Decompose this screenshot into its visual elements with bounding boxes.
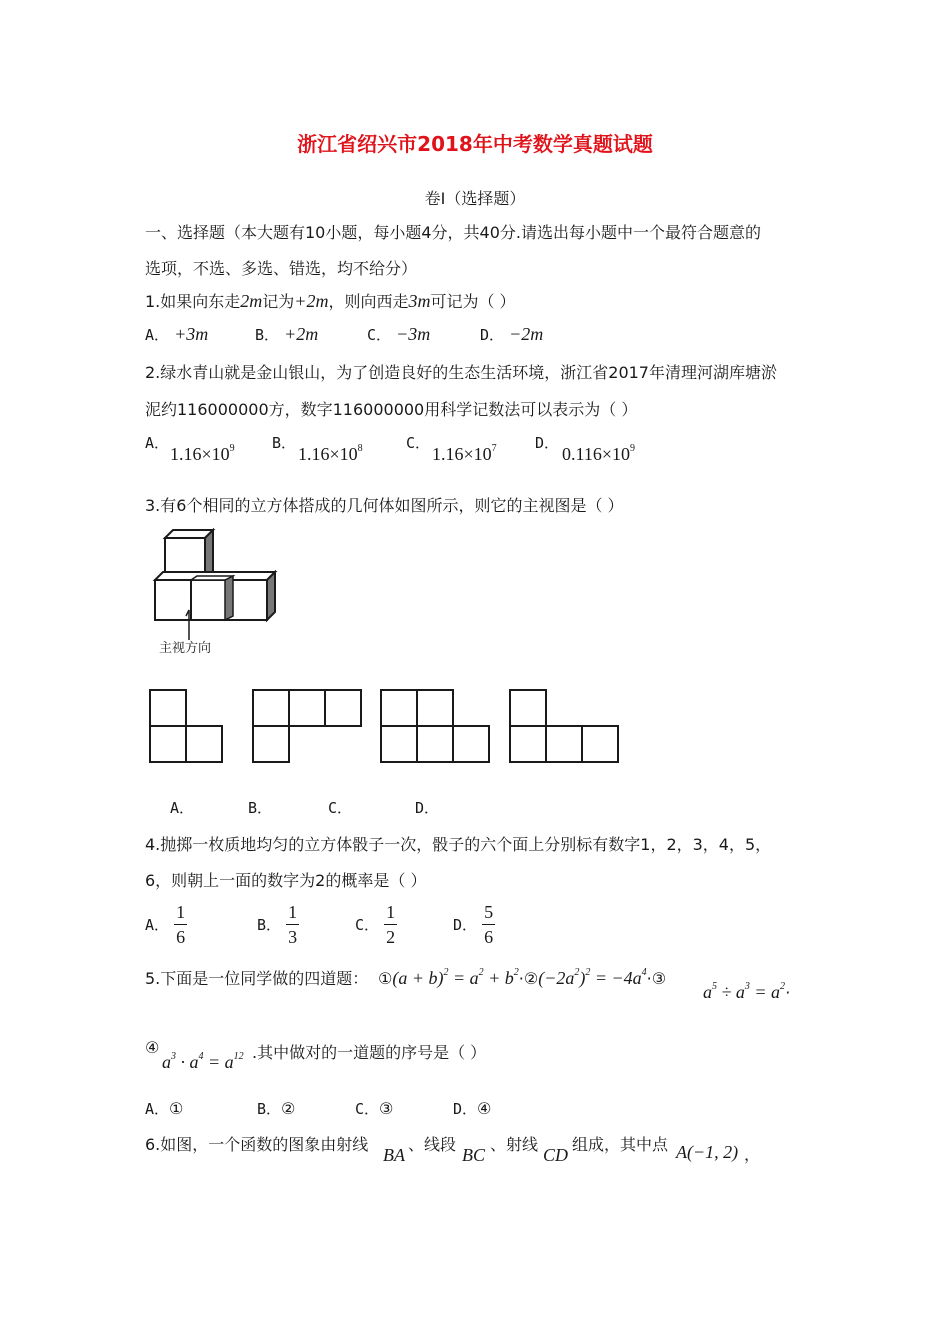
q6-segment-bc: BC: [462, 1145, 486, 1165]
view-direction-arrow: [186, 610, 189, 640]
q5-option-c[interactable]: C．③: [355, 1099, 394, 1118]
q2-option-c-value: $1.16\times 10^7$: [432, 443, 497, 464]
q3-option-b-label[interactable]: B．: [248, 799, 273, 817]
cube-front-2: [191, 580, 227, 620]
q1-math-1: 2m: [240, 291, 263, 311]
q3-option-c-figure[interactable]: [381, 690, 489, 762]
q5-option-d[interactable]: D．④: [453, 1099, 492, 1118]
q3-text: 3.有6个相同的立方体搭成的几何体如图所示，则它的主视图是（ ）: [145, 496, 624, 515]
q4-option-d-fraction: $\frac{5}{6}$: [484, 902, 494, 947]
page-title: 浙江省绍兴市2018年中考数学真题试题: [297, 132, 653, 156]
q1-mid-1: 记为: [262, 292, 295, 311]
q5-line2-text: .其中做对的一道题的序号是（ ）: [252, 1043, 487, 1062]
q6-ray-ba: BA: [383, 1145, 405, 1165]
q4-option-b[interactable]: B． $\frac{1}{3}$: [257, 902, 298, 947]
q6-sep-3: 组成，其中点: [572, 1135, 669, 1154]
q1-option-b[interactable]: B． +2m: [255, 324, 319, 344]
q5-option-b[interactable]: B．②: [257, 1099, 296, 1118]
q3-option-a-label[interactable]: A．: [170, 799, 195, 817]
q3-option-d-figure[interactable]: [510, 690, 618, 762]
q5-expr-3: $a^5 \div a^3 = a^2\cdot$: [703, 981, 791, 1002]
q6-pre: 6.如图，一个函数的图象由射线: [145, 1135, 369, 1154]
cube-row-side-face: [267, 572, 275, 620]
q5-expr-1: $(a + b)^2 = a^2 + b^2$: [392, 967, 519, 988]
q1-option-a[interactable]: A． +3m: [145, 324, 209, 344]
q1-option-c[interactable]: C． −3m: [367, 324, 431, 344]
q2-option-d-value: $0.116\times 10^9$: [562, 443, 635, 464]
q2-option-b[interactable]: B．: [272, 434, 297, 452]
q3-option-b-figure[interactable]: [253, 690, 361, 762]
part1-line1: 一、选择题（本大题有10小题，每小题4分，共40分.请选出每小题中一个最符合题意的: [145, 223, 761, 242]
q6-sep-2: 、射线: [490, 1135, 539, 1154]
q5-option-a[interactable]: A．①: [145, 1099, 184, 1118]
q4-option-c-fraction: $\frac{1}{2}$: [386, 902, 396, 947]
cube-front-1: [155, 580, 191, 620]
q2-option-d[interactable]: D．: [535, 434, 560, 452]
q1-math-3: 3m: [408, 291, 431, 311]
q5-expr-4: $a^3 \cdot a^4 = a^{12}$: [162, 1051, 244, 1072]
q2-option-a-value: $1.16\times 10^9$: [170, 443, 235, 464]
q1-option-d[interactable]: D． −2m: [480, 324, 544, 344]
q4-option-b-fraction: $\frac{1}{3}$: [288, 902, 298, 947]
q1-pre: 1.如果向东走: [145, 292, 241, 311]
q6-point-a: A(−1, 2): [676, 1142, 739, 1162]
q3-options-figures: [145, 685, 625, 765]
q4-option-a[interactable]: A． $\frac{1}{6}$: [145, 902, 186, 947]
q3-option-a-figure[interactable]: [150, 690, 222, 762]
part1-line2: 选项，不选、多选、错选，均不给分）: [145, 259, 418, 278]
q2-line2: 泥约116000000方，数字116000000用科学记数法可以表示为（ ）: [145, 400, 638, 419]
q5-expressions-line1: ①(a + $b)^2 = a^2$ + $b^2\cdot ②(-2a^2)^2$ = $-4a^4\cdot ③$: [378, 967, 667, 988]
q3-option-d-label[interactable]: D．: [415, 799, 440, 817]
q4-option-a-fraction: $\frac{1}{6}$: [176, 902, 186, 947]
q1-mid-2: ，则向西走: [328, 292, 409, 311]
q4-line2: 6，则朝上一面的数字为2的概率是（ ）: [145, 871, 427, 890]
q6-ray-cd: CD: [543, 1145, 569, 1165]
question-1: [145, 289, 516, 312]
q2-line1: 2.绿水青山就是金山银山，为了创造良好的生态生活环境，浙江省2017年清理河湖库塘淤: [145, 363, 777, 382]
q6-end: ，: [744, 1145, 761, 1164]
q2-option-a[interactable]: A．: [145, 434, 170, 452]
q1-post: 可记为（ ）: [430, 292, 516, 311]
section-heading: 卷Ⅰ（选择题）: [424, 189, 526, 208]
q5-mark-4: ④: [145, 1038, 160, 1057]
q1-math-2: +2m: [294, 291, 329, 311]
q2-option-b-value: $1.16\times 10^8$: [298, 443, 363, 464]
q4-option-c[interactable]: C． $\frac{1}{2}$: [355, 902, 396, 947]
q3-3d-figure: [145, 520, 305, 668]
q4-line1: 4.抛掷一枚质地均匀的立方体骰子一次，骰子的六个面上分别标有数字1，2，3，4，5，: [145, 835, 772, 854]
q6-sep-1: 、线段: [408, 1135, 457, 1154]
q5-expr-2: $(-2a^2)^2 = -4a^4$: [538, 967, 647, 988]
q3-option-c-label[interactable]: C．: [328, 799, 353, 817]
cube-mid-side: [225, 576, 233, 620]
q3-figure-caption: 主视方向: [159, 641, 212, 656]
q5-intro: 5.下面是一位同学做的四道题：: [145, 969, 369, 988]
q4-option-d[interactable]: D． $\frac{5}{6}$: [453, 902, 494, 947]
q2-option-c[interactable]: C．: [406, 434, 431, 452]
